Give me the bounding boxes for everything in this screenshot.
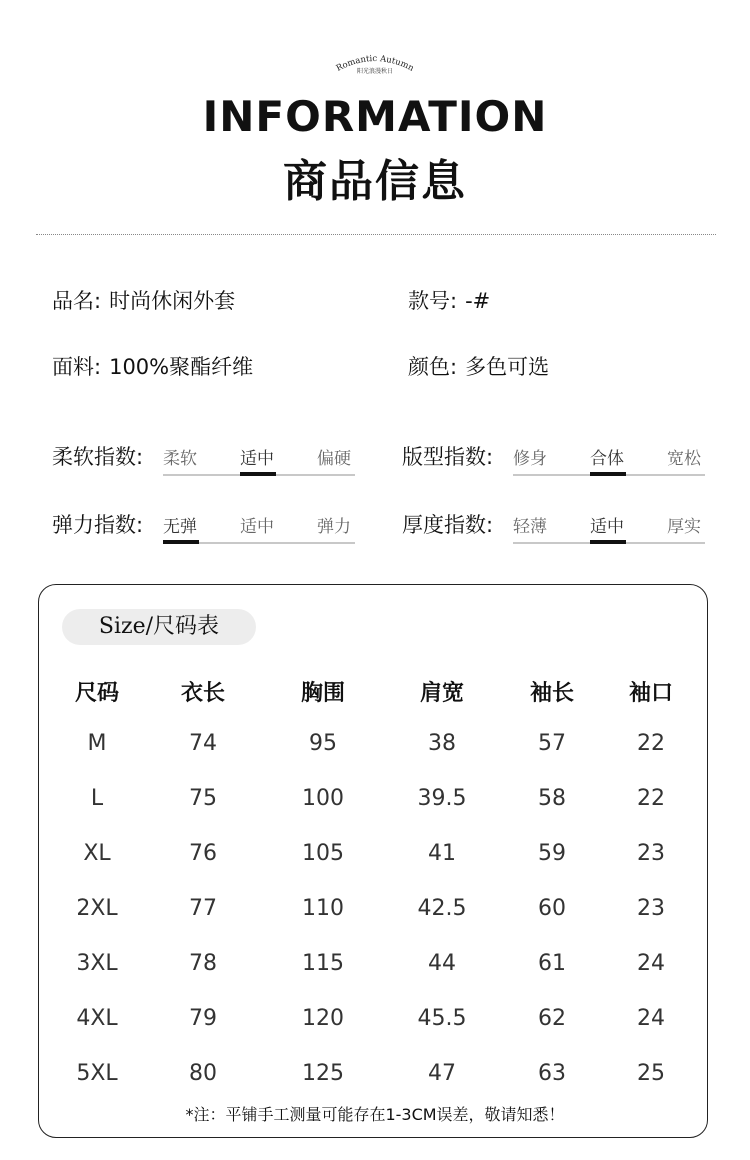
scale-option: 偏硬	[317, 449, 351, 469]
scale-option: 适中	[590, 517, 624, 537]
color-value: 多色可选	[465, 355, 550, 379]
table-cell: 79	[189, 1006, 217, 1031]
softness-index-scale	[163, 444, 355, 484]
table-cell: 25	[637, 1061, 665, 1086]
thickness-index-scale	[513, 512, 705, 552]
page-title-cn: 商品信息	[283, 156, 467, 207]
size-cell: 5XL	[76, 1061, 118, 1086]
size-cell: XL	[83, 841, 111, 866]
size-cell: 2XL	[76, 896, 118, 921]
dotted-divider	[36, 234, 716, 235]
fit-index-label: 版型指数:	[402, 445, 494, 469]
table-cell: 23	[637, 841, 665, 866]
table-cell: 58	[538, 786, 566, 811]
elasticity-index-scale	[163, 512, 355, 552]
size-cell: 3XL	[76, 951, 118, 976]
size-table-title: Size/尺码表	[62, 609, 256, 645]
size-cell: 4XL	[76, 1006, 118, 1031]
page-title-en: INFORMATION	[202, 92, 548, 141]
thickness-index-label: 厚度指数:	[402, 513, 494, 537]
size-cell: M	[87, 731, 107, 756]
scale-option: 厚实	[667, 517, 701, 537]
product-name-row	[52, 285, 235, 315]
table-cell: 77	[189, 896, 217, 921]
color-row	[408, 351, 549, 381]
scale-selected-marker	[590, 472, 626, 476]
softness-index-label: 柔软指数:	[52, 445, 144, 469]
scale-option: 修身	[513, 449, 547, 469]
color-label: 颜色:	[408, 355, 458, 379]
table-header-cell: 袖长	[529, 681, 574, 706]
table-cell: 59	[538, 841, 566, 866]
scale-option: 弹力	[317, 517, 351, 537]
table-cell: 60	[538, 896, 566, 921]
table-cell: 24	[637, 1006, 665, 1031]
arc-text-path: Romantic Autumn	[334, 53, 416, 74]
table-cell: 22	[637, 731, 665, 756]
table-cell: 78	[189, 951, 217, 976]
table-header-cell: 尺码	[74, 681, 119, 706]
fabric-label: 面料:	[52, 355, 102, 379]
table-cell: 44	[428, 951, 456, 976]
table-cell: 24	[637, 951, 665, 976]
measurement-note: *注：平铺手工测量可能存在1-3CM误差，敬请知悉！	[185, 1105, 565, 1124]
scale-selected-marker	[590, 540, 626, 544]
table-cell: 22	[637, 786, 665, 811]
fabric-row	[52, 351, 253, 381]
arc-subtitle: 阳光浪漫秋日	[356, 68, 393, 75]
scale-option: 柔软	[163, 449, 197, 469]
table-cell: 80	[189, 1061, 217, 1086]
table-cell: 100	[302, 786, 344, 811]
scale-option: 合体	[590, 449, 624, 469]
scale-option: 宽松	[667, 449, 701, 469]
table-cell: 95	[309, 731, 337, 756]
product-name-label: 品名:	[52, 289, 102, 313]
style-number-label: 款号:	[408, 289, 458, 313]
scale-option: 轻薄	[513, 517, 547, 537]
romantic-autumn-arc-text	[325, 42, 425, 82]
table-header-cell: 衣长	[180, 681, 225, 706]
table-header-cell: 胸围	[300, 681, 345, 706]
table-cell: 76	[189, 841, 217, 866]
table-cell: 105	[302, 841, 344, 866]
table-cell: 38	[428, 731, 456, 756]
table-cell: 42.5	[417, 896, 467, 921]
table-cell: 75	[189, 786, 217, 811]
table-cell: 125	[302, 1061, 344, 1086]
table-cell: 45.5	[417, 1006, 467, 1031]
table-header-cell: 肩宽	[419, 681, 464, 706]
table-cell: 115	[302, 951, 344, 976]
product-name-value: 时尚休闲外套	[109, 289, 236, 313]
table-cell: 57	[538, 731, 566, 756]
table-cell: 39.5	[417, 786, 467, 811]
table-cell: 110	[302, 896, 344, 921]
scale-selected-marker	[163, 540, 199, 544]
style-number-value: -#	[465, 289, 491, 313]
table-cell: 74	[189, 731, 217, 756]
scale-option: 无弹	[163, 517, 197, 537]
table-cell: 41	[428, 841, 456, 866]
table-cell: 47	[428, 1061, 456, 1086]
table-cell: 63	[538, 1061, 566, 1086]
table-header-cell: 袖口	[628, 681, 673, 706]
table-cell: 61	[538, 951, 566, 976]
fit-index-scale	[513, 444, 705, 484]
fabric-value: 100%聚酯纤维	[109, 355, 254, 379]
scale-selected-marker	[240, 472, 276, 476]
table-cell: 120	[302, 1006, 344, 1031]
table-cell: 23	[637, 896, 665, 921]
scale-option: 适中	[240, 449, 274, 469]
table-cell: 62	[538, 1006, 566, 1031]
style-number-row	[408, 285, 490, 315]
size-cell: L	[90, 786, 104, 811]
elasticity-index-label: 弹力指数:	[52, 513, 144, 537]
scale-option: 适中	[240, 517, 274, 537]
